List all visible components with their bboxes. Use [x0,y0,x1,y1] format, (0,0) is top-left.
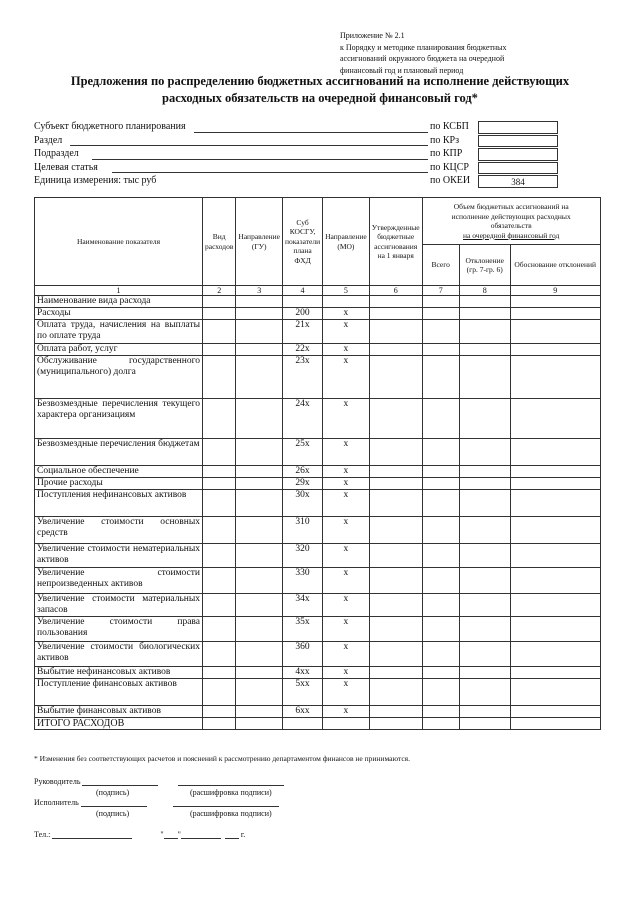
total-cell[interactable] [422,490,459,517]
executor-label: Исполнитель [34,798,79,807]
col-number: 9 [510,286,600,296]
mo-cell: x [323,679,370,706]
total-row [35,718,601,730]
total-cell[interactable] [422,667,459,679]
head-signature-line[interactable] [82,776,158,786]
appendix-line: Приложение № 2.1 [340,31,405,40]
row-name: Расходы [35,308,203,320]
approved-cell[interactable] [369,544,422,568]
meta-label: Единица измерения: тыс руб [34,175,157,186]
justification-cell[interactable] [510,679,600,706]
row-name: Увеличение стоимости непроизведенных активов [35,568,203,594]
header-deviation: Отклонение (гр. 7-гр. 6) [459,245,510,286]
vid-cell[interactable] [203,679,236,706]
row-name: Обслуживание государственного (муниципального) долга [35,356,203,399]
deviation-cell[interactable] [459,439,510,466]
meta-code: по КПР [430,148,463,159]
header-volume-line: на очередной финансовый год [463,230,560,240]
approved-cell[interactable] [369,439,422,466]
napr-cell[interactable] [236,617,283,642]
fill-line[interactable] [112,172,428,173]
kosgu-cell: 26x [283,466,323,478]
table-row [35,667,601,679]
deviation-cell[interactable] [459,478,510,490]
total-cell[interactable] [422,642,459,667]
mo-cell: x [323,356,370,399]
justification-cell[interactable] [510,296,600,308]
meta-row-subject [34,121,554,135]
row-name: Прочие расходы [35,478,203,490]
approved-cell[interactable] [369,308,422,320]
approved-cell[interactable] [369,642,422,667]
title-line: Предложения по распределению бюджетных ассигнований на исполнение действующих [70,74,570,88]
total-cell[interactable] [422,320,459,344]
header-row [35,198,601,245]
mo-cell: x [323,617,370,642]
vid-cell[interactable] [203,296,236,308]
justification-cell[interactable] [510,568,600,594]
deviation-cell[interactable] [459,706,510,718]
title-line: расходных обязательств на очередной финансовый год* [162,91,478,105]
approved-cell[interactable] [369,706,422,718]
approved-cell[interactable] [369,356,422,399]
deviation-cell[interactable] [459,490,510,517]
table-row [35,356,601,399]
approved-cell[interactable] [369,617,422,642]
footnote: * Изменения без соответствующих расчетов и пояснений к рассмотрению департаментом финансов не принимаются. [34,754,410,763]
phone-date-line [34,829,245,839]
total-cell[interactable] [422,466,459,478]
header-volume-line: обязательств [490,221,532,230]
executor-signature-line[interactable] [81,797,147,807]
kosgu-cell: 24x [283,399,323,439]
meta-code: по ОКЕИ [430,175,471,186]
code-box[interactable]: 384 [478,175,558,188]
kosgu-cell: 320 [283,544,323,568]
napr-cell[interactable] [236,568,283,594]
mo-cell: x [323,478,370,490]
deviation-cell[interactable] [459,356,510,399]
napr-cell[interactable] [236,517,283,544]
code-box[interactable] [478,148,558,161]
kosgu-cell: 21x [283,320,323,344]
table-row [35,679,601,706]
total-cell[interactable] [422,478,459,490]
column-number-row [35,286,601,296]
fill-line[interactable] [70,145,428,146]
deviation-cell[interactable] [459,594,510,617]
total-cell[interactable] [422,356,459,399]
date-year-input[interactable] [225,829,239,839]
date-quote-close: " [177,830,181,839]
code-box[interactable] [478,162,558,175]
mo-cell: x [323,642,370,667]
total-cell[interactable] [422,308,459,320]
row-name: Поступления нефинансовых активов [35,490,203,517]
napr-cell[interactable] [236,344,283,356]
total-cell[interactable] [422,517,459,544]
header-kosgu: Суб КОСГУ, показатели плана ФХД [283,198,323,286]
meta-label: Раздел [34,134,63,146]
date-month-input[interactable] [181,829,221,839]
date-year-suffix: г. [240,830,246,839]
kosgu-cell: 6xx [283,706,323,718]
kosgu-cell: 4xx [283,667,323,679]
header-total: Всего [422,245,459,286]
table-cell[interactable] [283,718,323,730]
table-cell[interactable] [369,718,422,730]
vid-cell[interactable] [203,568,236,594]
vid-cell[interactable] [203,466,236,478]
total-cell[interactable] [422,706,459,718]
row-name: Выбытие нефинансовых активов [35,667,203,679]
napr-cell[interactable] [236,667,283,679]
row-name: Безвозмездные перечисления бюджетам [35,439,203,466]
kosgu-cell: 25x [283,439,323,466]
budget-table [34,197,601,730]
col-number: 7 [422,286,459,296]
table-row [35,544,601,568]
code-box[interactable] [478,121,558,134]
header-volume-line: Объем бюджетных ассигнований на [453,202,569,211]
approved-cell[interactable] [369,517,422,544]
kosgu-cell: 30x [283,490,323,517]
vid-cell[interactable] [203,517,236,544]
napr-cell[interactable] [236,296,283,308]
approved-cell[interactable] [369,568,422,594]
approved-cell[interactable] [369,667,422,679]
justification-cell[interactable] [510,308,600,320]
col-number: 4 [283,286,323,296]
fill-line[interactable] [194,132,428,133]
row-name: Наименование вида расхода [35,296,203,308]
deviation-cell[interactable] [459,344,510,356]
header-mo: Направление (МО) [323,198,370,286]
deviation-cell[interactable] [459,679,510,706]
code-box[interactable] [478,135,558,148]
caption-decode: (расшифровка подписи) [190,809,272,818]
col-number: 3 [236,286,283,296]
document-title [20,73,620,107]
justification-cell[interactable] [510,466,600,478]
deviation-cell[interactable] [459,296,510,308]
col-number: 8 [459,286,510,296]
deviation-cell[interactable] [459,617,510,642]
vid-cell[interactable] [203,399,236,439]
kosgu-cell: 35x [283,617,323,642]
deviation-cell[interactable] [459,399,510,439]
approved-cell[interactable] [369,490,422,517]
mo-cell: x [323,490,370,517]
kosgu-cell: 29x [283,478,323,490]
table-body [35,296,601,718]
vid-cell[interactable] [203,706,236,718]
vid-cell[interactable] [203,642,236,667]
mo-cell: x [323,320,370,344]
napr-cell[interactable] [236,356,283,399]
header-napr: Направление (ГУ) [236,198,283,286]
justification-cell[interactable] [510,706,600,718]
justification-cell[interactable] [510,517,600,544]
approved-cell[interactable] [369,344,422,356]
vid-cell[interactable] [203,356,236,399]
justification-cell[interactable] [510,617,600,642]
row-name: Выбытие финансовых активов [35,706,203,718]
meta-block [34,121,554,189]
total-cell[interactable] [422,544,459,568]
justification-cell[interactable] [510,320,600,344]
justification-cell[interactable] [510,642,600,667]
mo-cell: x [323,706,370,718]
row-name: Увеличение стоимости основных средств [35,517,203,544]
total-cell[interactable] [422,439,459,466]
total-cell[interactable] [422,344,459,356]
table-cell[interactable] [510,718,600,730]
appendix-line: финансовый год и плановый период [340,65,464,75]
table-row [35,568,601,594]
vid-cell[interactable] [203,478,236,490]
deviation-cell[interactable] [459,466,510,478]
approved-cell[interactable] [369,679,422,706]
deviation-cell[interactable] [459,568,510,594]
meta-row-unit [34,175,554,189]
napr-cell[interactable] [236,478,283,490]
mo-cell: x [323,439,370,466]
table-row [35,308,601,320]
kosgu-cell: 23x [283,356,323,399]
deviation-cell[interactable] [459,667,510,679]
justification-cell[interactable] [510,344,600,356]
napr-cell[interactable] [236,706,283,718]
napr-cell[interactable] [236,466,283,478]
table-row [35,296,601,308]
signature-head [34,776,284,786]
deviation-cell[interactable] [459,544,510,568]
mo-cell: x [323,517,370,544]
caption-decode: (расшифровка подписи) [190,788,272,797]
approved-cell[interactable] [369,320,422,344]
kosgu-cell [283,296,323,308]
justification-cell[interactable] [510,439,600,466]
table-row [35,344,601,356]
vid-cell[interactable] [203,439,236,466]
header-approved: Утвержденные бюджетные ассигнования на 1 января [369,198,422,286]
kosgu-cell: 200 [283,308,323,320]
justification-cell[interactable] [510,667,600,679]
vid-cell[interactable] [203,667,236,679]
napr-cell[interactable] [236,439,283,466]
deviation-cell[interactable] [459,308,510,320]
row-name: Увеличение стоимости биологических активов [35,642,203,667]
mo-cell: x [323,667,370,679]
justification-cell[interactable] [510,544,600,568]
mo-cell: x [323,568,370,594]
meta-label: Субъект бюджетного планирования [34,121,186,132]
table-cell[interactable] [422,718,459,730]
total-cell[interactable] [422,296,459,308]
header-volume-line: исполнение действующих расходных [451,211,571,221]
napr-cell[interactable] [236,642,283,667]
table-row [35,490,601,517]
deviation-cell[interactable] [459,517,510,544]
table-row [35,617,601,642]
total-cell[interactable] [422,617,459,642]
meta-row-subsection [34,148,554,162]
total-cell[interactable] [422,594,459,617]
table-row [35,478,601,490]
approved-cell[interactable] [369,478,422,490]
table-row [35,642,601,667]
kosgu-cell: 5xx [283,679,323,706]
date-day-input[interactable] [164,829,178,839]
total-cell[interactable] [422,399,459,439]
deviation-cell[interactable] [459,642,510,667]
table-row [35,466,601,478]
kosgu-cell: 360 [283,642,323,667]
appendix-line: ассигнований окружного бюджета на очередной [340,54,505,63]
vid-cell[interactable] [203,320,236,344]
total-label: ИТОГО РАСХОДОВ [35,718,203,730]
vid-cell[interactable] [203,544,236,568]
head-decode-line[interactable] [178,776,284,786]
row-name: Увеличение стоимости нематериальных активов [35,544,203,568]
header-justification: Обоснование отклонений [510,245,600,286]
meta-code: по КЦСР [430,161,469,173]
row-name: Социальное обеспечение [35,466,203,478]
table-cell[interactable] [203,718,236,730]
justification-cell[interactable] [510,478,600,490]
row-name: Увеличение стоимости права пользования [35,617,203,642]
mo-cell: x [323,594,370,617]
header-vid: Вид расходов [203,198,236,286]
executor-decode-line[interactable] [173,797,279,807]
deviation-cell[interactable] [459,320,510,344]
col-number: 1 [35,286,203,296]
kosgu-cell: 310 [283,517,323,544]
total-cell[interactable] [422,679,459,706]
header-volume [422,198,600,245]
mo-cell: x [323,308,370,320]
approved-cell[interactable] [369,466,422,478]
kosgu-cell: 330 [283,568,323,594]
justification-cell[interactable] [510,356,600,399]
mo-cell [323,296,370,308]
total-cell[interactable] [422,568,459,594]
meta-code: по КРз [430,134,460,146]
meta-label: Целевая статья [34,161,98,173]
napr-cell[interactable] [236,679,283,706]
col-number: 6 [369,286,422,296]
mo-cell: x [323,466,370,478]
napr-cell[interactable] [236,490,283,517]
napr-cell[interactable] [236,320,283,344]
justification-cell[interactable] [510,399,600,439]
mo-cell: x [323,344,370,356]
row-name: Безвозмездные перечисления текущего характера организациям [35,399,203,439]
vid-cell[interactable] [203,344,236,356]
meta-row-section [34,135,554,149]
row-name: Увеличение стоимости материальных запасов [35,594,203,617]
table-cell[interactable] [323,718,370,730]
vid-cell[interactable] [203,308,236,320]
vid-cell[interactable] [203,617,236,642]
approved-cell[interactable] [369,594,422,617]
napr-cell[interactable] [236,308,283,320]
table-row [35,399,601,439]
table-row [35,594,601,617]
tel-input[interactable] [52,829,132,839]
napr-cell[interactable] [236,544,283,568]
table-row [35,439,601,466]
vid-cell[interactable] [203,490,236,517]
kosgu-cell: 22x [283,344,323,356]
signature-executor [34,797,279,807]
table-cell[interactable] [236,718,283,730]
justification-cell[interactable] [510,594,600,617]
meta-label: Подраздел [34,148,79,159]
approved-cell[interactable] [369,399,422,439]
table-row [35,517,601,544]
justification-cell[interactable] [510,490,600,517]
table-row [35,320,601,344]
napr-cell[interactable] [236,594,283,617]
mo-cell: x [323,399,370,439]
caption-signature: (подпись) [96,788,130,797]
caption-signature: (подпись) [96,809,130,818]
napr-cell[interactable] [236,399,283,439]
col-number: 2 [203,286,236,296]
header-name: Наименование показателя [35,198,203,286]
kosgu-cell: 34x [283,594,323,617]
approved-cell[interactable] [369,296,422,308]
head-label: Руководитель [34,777,81,786]
tel-label: Тел.: [34,830,51,839]
row-name: Оплата работ, услуг [35,344,203,356]
table-row [35,706,601,718]
row-name: Оплата труда, начисления на выплаты по оплате труда [35,320,203,344]
meta-code: по КСБП [430,121,469,132]
row-name: Поступление финансовых активов [35,679,203,706]
meta-row-target [34,162,554,176]
col-number: 5 [323,286,370,296]
appendix-note [340,30,630,76]
mo-cell: x [323,544,370,568]
date-quote-open: " [160,830,164,839]
appendix-line: к Порядку и методике планирования бюджетных [340,42,507,52]
table-cell[interactable] [459,718,510,730]
fill-line[interactable] [92,159,428,160]
vid-cell[interactable] [203,594,236,617]
